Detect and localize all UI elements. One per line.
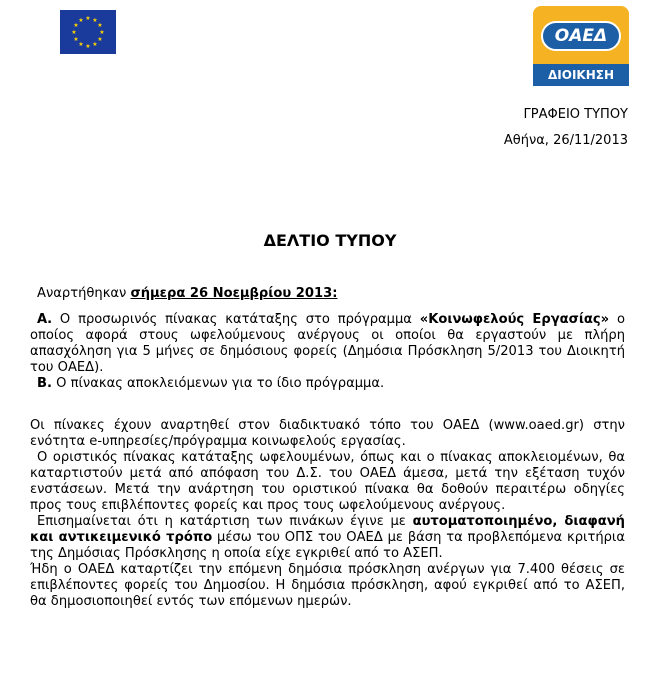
svg-text:★: ★ [97, 36, 103, 43]
press-office-label: ΓΡΑΦΕΙΟ ΤΥΠΟΥ [523, 107, 628, 122]
date-line: Αθήνα, 26/11/2013 [503, 133, 628, 148]
intro-line: Αναρτήθηκαν σήμερα 26 Νοεμβρίου 2013: [37, 286, 338, 301]
svg-text:★: ★ [92, 17, 98, 24]
paragraph-3: Επισημαίνεται ότι η κατάρτιση των πινάκων έγινε με αυτοματοποιημένο, διαφανή και αντικειμενικό τρόπο μέσω του ΟΠΣ του ΟΑΕΔ με βάση τα προβλεπόμενα κριτήρια της Δημόσιας Πρόσκλησης η οποία είχε εγκριθεί από το ΑΣΕΠ. [30, 514, 625, 561]
svg-text:★: ★ [85, 43, 91, 50]
paragraph-4: Ήδη ο ΟΑΕΔ καταρτίζει την επόμενη δημόσια πρόσκληση ανέργων για 7.400 θέσεις σε επιβλέποντες φορείς του Δημοσίου. Η δημόσια πρόσκληση, αφού εγκριθεί από το ΑΣΕΠ, θα δημοσιοποιηθεί εντός των επόμενων ημερών. [30, 562, 625, 609]
program-name: «Κοινωφελούς Εργασίας» [419, 312, 610, 327]
svg-text:★: ★ [78, 17, 84, 24]
svg-text:★: ★ [99, 29, 105, 36]
document-title: ΔΕΛΤΙΟ ΤΥΠΟΥ [263, 231, 397, 250]
svg-text:★: ★ [73, 22, 79, 29]
svg-text:★: ★ [85, 15, 91, 22]
intro-date: σήμερα 26 Νοεμβρίου 2013: [130, 286, 338, 301]
oaed-logo [533, 6, 629, 86]
eu-flag-icon [60, 10, 116, 54]
svg-text:★: ★ [73, 36, 79, 43]
logo-subtitle: ΔΙΟΙΚΗΣΗ [533, 64, 629, 86]
document-body [30, 286, 625, 610]
logo-text: ΟΑΕΔ [541, 21, 621, 51]
item-b: Β. Ο πίνακας αποκλειόμενων για το ίδιο πρόγραμμα. [37, 376, 385, 391]
svg-text:★: ★ [71, 29, 77, 36]
svg-text:★: ★ [78, 41, 84, 48]
svg-text:★: ★ [92, 41, 98, 48]
paragraph-1: Οι πίνακες έχουν αναρτηθεί στον διαδικτυακό τόπο του ΟΑΕΔ (www.oaed.gr) στην ενότητα e-υπηρεσίες/πρόγραμμα κοινωφελούς εργασίας. [30, 418, 625, 449]
paragraph-2: Ο οριστικός πίνακας κατάταξης ωφελουμένων, όπως και ο πίνακας αποκλειομένων, θα καταρτιστούν μετά από απόφαση του Δ.Σ. του ΟΑΕΔ άμεσα, μετά την εξέταση τυχόν ενστάσεων. Μετά την ανάρτηση του οριστικού πίνακα θα δοθούν περαιτέρω οδηγίες προς τους επιβλέποντες φορείς και προς τους ωφελούμενους ανέργους. [30, 450, 625, 513]
svg-text:★: ★ [97, 22, 103, 29]
item-a: Α. Ο προσωρινός πίνακας κατάταξης στο πρόγραμμα «Κοινωφελούς Εργασίας» ο οποίος αφορά στους ωφελούμενους ανέργους οι οποίοι θα εργαστούν με πλήρη απασχόληση για 5 μήνες σε δημόσιους φορείς (Δημόσια Πρόσκληση 5/2013 του Διοικητή του ΟΑΕΔ). [30, 312, 625, 375]
